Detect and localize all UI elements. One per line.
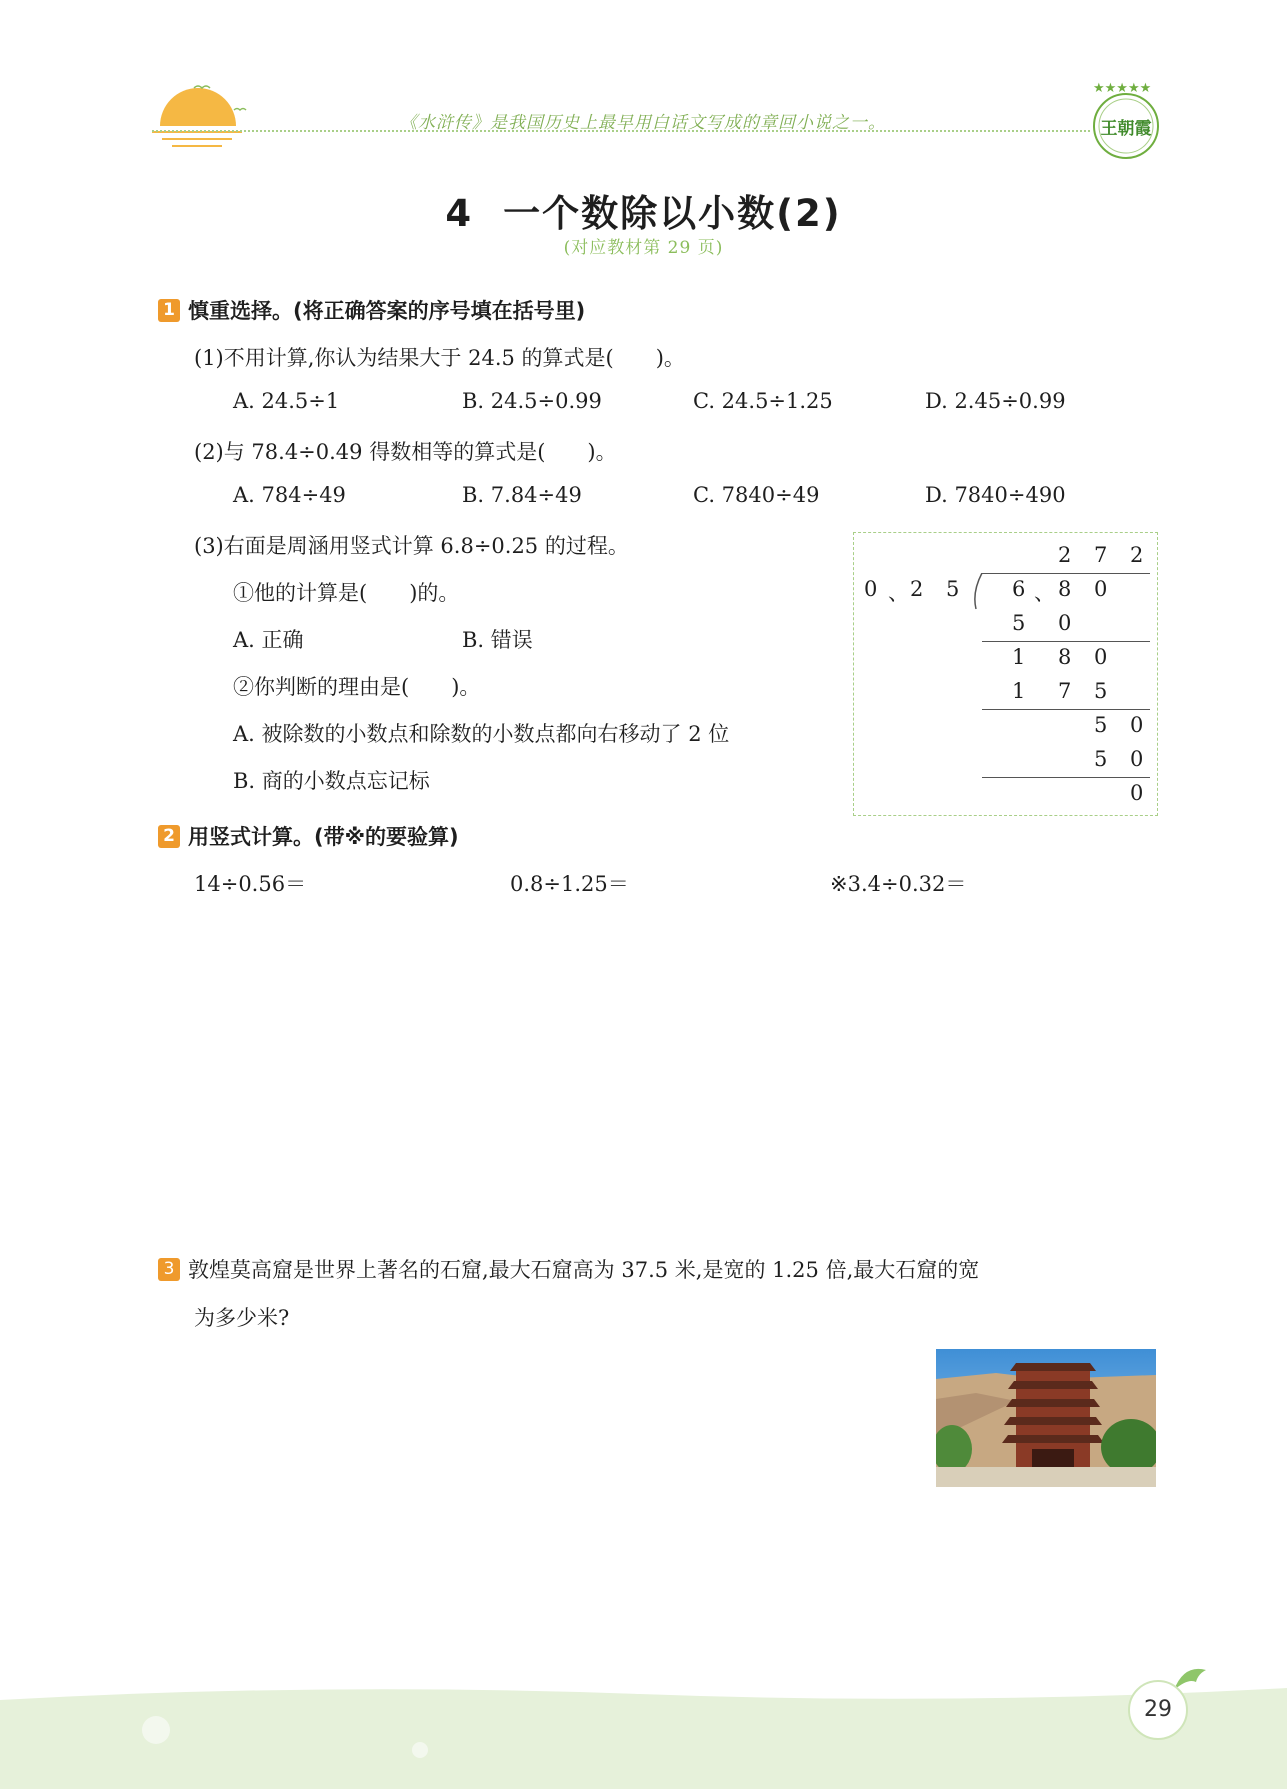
step-digit: 0 — [1094, 645, 1108, 669]
lesson-title: 一个数除以小数(2) — [503, 192, 842, 235]
divisor-digit: 、 — [888, 581, 909, 605]
section-2-heading — [158, 821, 459, 851]
quotient-digit: 2 — [1130, 543, 1144, 567]
q1-1-option-c[interactable]: C. 24.5÷1.25 — [693, 389, 833, 413]
page-number: 29 — [1128, 1680, 1188, 1740]
section-2-number: 2 — [158, 825, 180, 848]
section-3-line-1 — [158, 1254, 979, 1284]
mogao-caves-photo — [936, 1349, 1156, 1487]
q1-2-option-c[interactable]: C. 7840÷49 — [693, 483, 820, 507]
section-1-number: 1 — [158, 299, 180, 322]
dividend-digit: 、 — [1034, 581, 1055, 605]
step-digit: 0 — [1058, 611, 1072, 635]
step-digit: 5 — [1012, 611, 1026, 635]
question-1-3-sub1: ①他的计算是( )的。 — [233, 581, 460, 605]
q1-1-option-a[interactable]: A. 24.5÷1 — [233, 389, 340, 413]
q1-1-option-d[interactable]: D. 2.45÷0.99 — [925, 389, 1066, 413]
division-bracket — [970, 573, 986, 611]
long-division-box — [853, 532, 1158, 816]
svg-text:★★★★★: ★★★★★ — [1093, 81, 1152, 96]
question-1-1-stem: (1)不用计算,你认为结果大于 24.5 的算式是( )。 — [194, 346, 685, 370]
q1-3-sub1-option-a[interactable]: A. 正确 — [233, 628, 304, 652]
step-line — [982, 709, 1150, 710]
publisher-logo — [1085, 78, 1167, 164]
step-digit: 0 — [1130, 747, 1144, 771]
problem-2: 0.8÷1.25＝ — [510, 872, 629, 896]
header-quote: 《水浒传》是我国历史上最早用白话文写成的章回小说之一。 — [400, 113, 886, 133]
section-1-heading — [158, 295, 585, 325]
q1-3-sub1-option-b[interactable]: B. 错误 — [462, 628, 533, 652]
step-digit: 8 — [1058, 645, 1072, 669]
divisor-digit: 2 — [910, 577, 924, 601]
step-digit: 7 — [1058, 679, 1072, 703]
step-line — [982, 777, 1150, 778]
dividend-digit: 0 — [1094, 577, 1108, 601]
step-digit: 1 — [1012, 645, 1026, 669]
question-1-2-stem: (2)与 78.4÷0.49 得数相等的算式是( )。 — [194, 440, 617, 464]
remainder-digit: 0 — [1130, 781, 1144, 805]
problem-1: 14÷0.56＝ — [194, 872, 307, 896]
section-3-text: 敦煌莫高窟是世界上著名的石窟,最大石窟高为 37.5 米,是宽的 1.25 倍,最大石窟的宽 — [188, 1258, 980, 1282]
step-digit: 5 — [1094, 747, 1108, 771]
q1-2-option-d[interactable]: D. 7840÷490 — [925, 483, 1066, 507]
dividend-digit: 6 — [1012, 577, 1026, 601]
footer-decoration — [0, 1680, 1287, 1789]
quotient-digit: 2 — [1058, 543, 1072, 567]
section-1-title: 慎重选择。(将正确答案的序号填在括号里) — [188, 299, 586, 323]
page-title — [0, 183, 1287, 237]
q1-2-option-b[interactable]: B. 7.84÷49 — [462, 483, 582, 507]
q1-3-sub2-option-a[interactable]: A. 被除数的小数点和除数的小数点都向右移动了 2 位 — [233, 722, 730, 746]
step-digit: 5 — [1094, 713, 1108, 737]
section-3-number: 3 — [158, 1258, 180, 1281]
step-digit: 0 — [1130, 713, 1144, 737]
section-3-line-2: 为多少米? — [194, 1306, 290, 1330]
dividend-digit: 8 — [1058, 577, 1072, 601]
divisor-digit: 5 — [946, 577, 960, 601]
step-line — [982, 641, 1150, 642]
question-1-3-stem: (3)右面是周涵用竖式计算 6.8÷0.25 的过程。 — [194, 534, 629, 558]
sunset-icon — [150, 78, 250, 153]
q1-2-option-a[interactable]: A. 784÷49 — [233, 483, 346, 507]
lesson-number: 4 — [445, 192, 474, 235]
problem-3: ※3.4÷0.32＝ — [830, 872, 967, 896]
q1-1-option-b[interactable]: B. 24.5÷0.99 — [462, 389, 602, 413]
question-1-3-sub2: ②你判断的理由是( )。 — [233, 675, 481, 699]
divisor-digit: 0 — [864, 577, 878, 601]
quotient-digit: 7 — [1094, 543, 1108, 567]
page-subtitle: (对应教材第 29 页) — [563, 238, 724, 258]
division-bar — [982, 573, 1150, 574]
logo-text: 王朝霞 — [1100, 119, 1152, 139]
step-digit: 1 — [1012, 679, 1026, 703]
section-2-title: 用竖式计算。(带※的要验算) — [188, 825, 459, 849]
step-digit: 5 — [1094, 679, 1108, 703]
q1-3-sub2-option-b[interactable]: B. 商的小数点忘记标 — [233, 769, 430, 793]
